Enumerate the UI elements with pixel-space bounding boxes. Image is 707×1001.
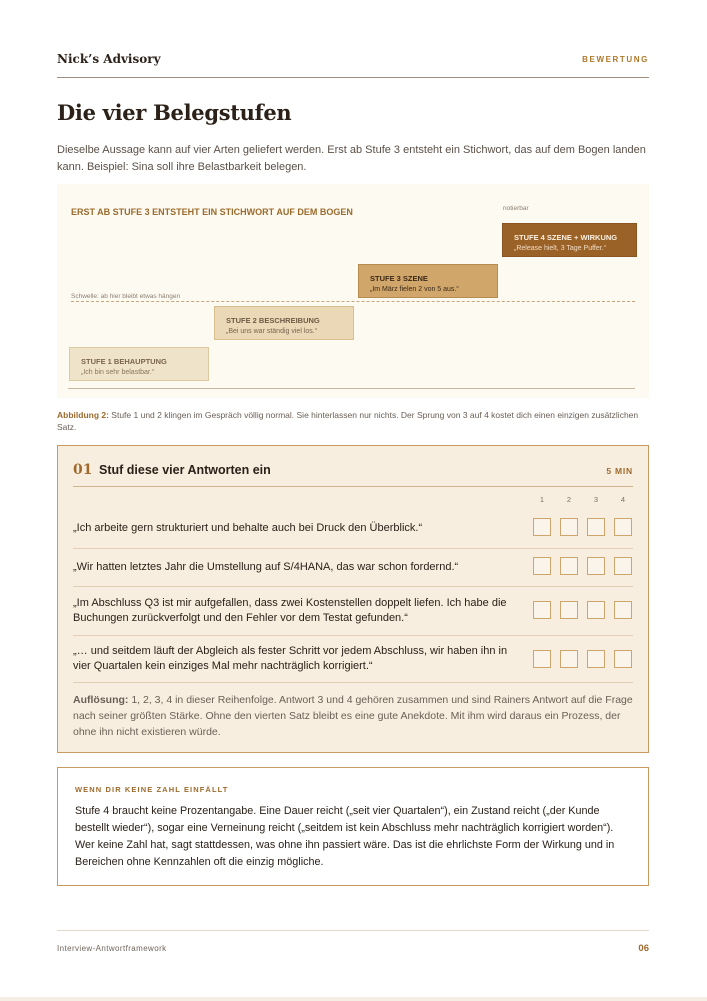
step-quote: „Im März fielen 2 von 5 aus.“ [370,286,459,293]
checkbox-step-3[interactable] [587,557,605,575]
page-title: Die vier Belegstufen [57,100,292,125]
step-quote: „Release hielt, 3 Tage Puffer.“ [514,245,606,252]
step-quote: „Bei uns war ständig viel los.“ [226,328,318,335]
threshold-label: Schwelle: ab hier bleibt etwas hängen [71,293,181,300]
exercise-divider [73,486,633,487]
caption-text: Stufe 1 und 2 klingen im Gespräch völlig normal. Sie hinterlassen nur nichts. Der Sprung von 3 auf 4 kostet dich einen einzigen zusätzlichen Satz. [57,410,639,432]
checkbox-step-1[interactable] [533,557,551,575]
checkbox-step-4[interactable] [614,557,632,575]
step-title: STUFE 3 SZENE [370,274,428,283]
figure-caption [57,409,649,433]
exercise-title: Stuf diese vier Antworten ein [99,463,271,477]
answer-text: „… und seitdem läuft der Abgleich als fester Schritt vor jedem Abschluss, wir haben ihn in vier Quartalen kein einziges Mal mehr nachträglich korrigiert.“ [73,645,508,672]
checkbox-step-2[interactable] [560,557,578,575]
row-divider [73,586,633,587]
checkbox-step-1[interactable] [533,601,551,619]
answer-text: „Wir hatten letztes Jahr die Umstellung auf S/4HANA, das war schon fordernd.“ [73,561,459,573]
checkbox-step-2[interactable] [560,518,578,536]
step-title: STUFE 1 BEHAUPTUNG [81,357,167,366]
step-1-box [69,347,209,381]
step-2-box [214,306,354,340]
solution-text [73,692,633,740]
row-divider [73,548,633,549]
column-header-1: 1 [539,495,545,504]
checkbox-step-2[interactable] [560,650,578,668]
header-divider [57,77,649,78]
exercise-number: 01 [73,462,93,478]
step-figure [57,184,649,398]
step-3-box [358,264,498,298]
checkbox-step-3[interactable] [587,518,605,536]
intro-paragraph: Dieselbe Aussage kann auf vier Arten geliefert werden. Erst ab Stufe 3 entsteht ein Stichwort, das auf dem Bogen landen kann. Beispiel: Sina soll ihre Belastbarkeit belegen. [57,144,646,173]
tip-heading: WENN DIR KEINE ZAHL EINFÄLLT [75,785,229,794]
figure-heading: ERST AB STUFE 3 ENTSTEHT EIN STICHWORT AUF DEM BOGEN [71,207,353,217]
tip-text: Stufe 4 braucht keine Prozentangabe. Eine Dauer reicht („seit vier Quartalen“), ein Zustand reicht („der Kunde bestellt wieder“), sogar eine Verneinung reicht („seitdem ist kein Abschluss mehr nachträglich korrigiert worden“). Wer keine Zahl hat, sagt stattdessen, was ohne ihn passiert wäre. Das ist die ehrlichste Form der Wirkung und in Bereichen ohne Kennzahlen oft die einzig mögliche. [75,805,615,868]
caption-label: Abbildung 2: [57,410,109,420]
answer-text: „Ich arbeite gern strukturiert und behalte auch bei Druck den Überblick.“ [73,522,423,534]
step-4-box [502,223,637,257]
page-number: 06 [638,943,649,954]
checkbox-step-1[interactable] [533,650,551,668]
brand-name: Nick’s Advisory [57,52,161,66]
threshold-line [71,301,635,302]
step-title: STUFE 2 BESCHREIBUNG [226,316,320,325]
answer-text: „Im Abschluss Q3 ist mir aufgefallen, dass zwei Kostenstellen doppelt liefen. Ich habe die Buchungen zurückverfolgt und den Fehler vor dem Testat gefunden.“ [73,597,507,624]
tip-box [57,767,649,886]
checkbox-step-4[interactable] [614,601,632,619]
step-title: STUFE 4 SZENE + WIRKUNG [514,233,618,242]
row-divider [73,635,633,636]
exercise-time-badge: 5 MIN [606,466,633,476]
checkbox-step-3[interactable] [587,650,605,668]
exercise-box [57,445,649,753]
page-bottom-edge [0,997,707,1001]
column-header-3: 3 [593,495,599,504]
checkbox-step-4[interactable] [614,650,632,668]
figure-baseline [68,388,635,389]
figure-notierbar-label: notierbar [503,205,529,212]
column-header-4: 4 [620,495,626,504]
section-label: BEWERTUNG [582,55,649,64]
footer-divider [57,930,649,931]
checkbox-step-3[interactable] [587,601,605,619]
footer-title: Interview-Antwortframework [57,944,167,953]
solution-body: 1, 2, 3, 4 in dieser Reihenfolge. Antwort 3 und 4 gehören zusammen und sind Rainers Antwort auf die Frage nach seiner größten Stärke. Ohne den vierten Satz bleibt es eine gute Anekdote. Mit ihm wird daraus ein Prozess, der ohne ihn nicht existieren würde. [73,694,633,738]
column-header-2: 2 [566,495,572,504]
row-divider [73,682,633,683]
step-quote: „Ich bin sehr belastbar.“ [81,369,155,376]
solution-label: Auflösung: [73,694,129,706]
checkbox-step-1[interactable] [533,518,551,536]
checkbox-step-4[interactable] [614,518,632,536]
checkbox-step-2[interactable] [560,601,578,619]
